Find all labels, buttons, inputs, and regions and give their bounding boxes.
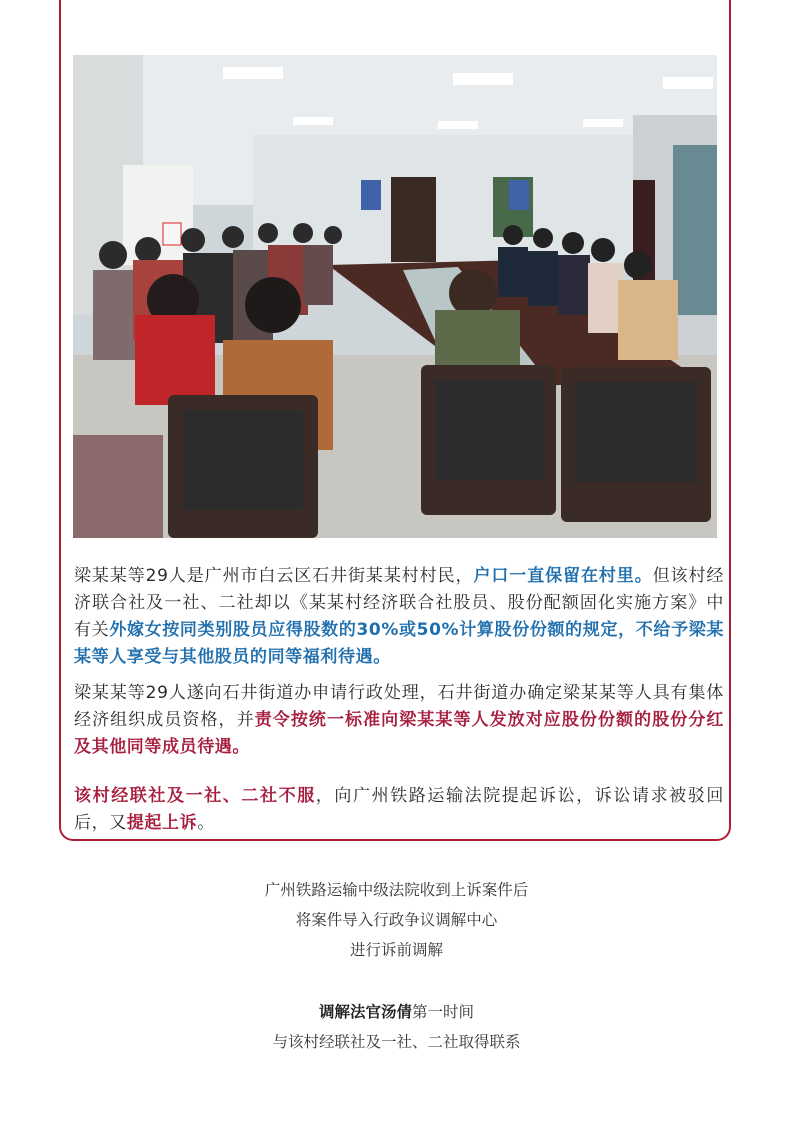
paragraph1-text-1: 梁某某等29人是广州市白云区石井街某某村村民， <box>74 566 474 586</box>
paragraph3-text-1: ，向广州铁路运输法院提起诉讼，诉讼请求被驳回后，又 <box>74 786 724 833</box>
paragraph-administrative-handling <box>74 680 724 761</box>
paragraph2-text-1: 梁某某等29人遂向石井街道办申请行政处理，石井街道办确定梁某某等人具有集体经济组织成员资格，并 <box>74 683 724 730</box>
paragraph1-text-2: 但该村经济联合社及一社、二社却以《某某村经济联合社股员、股份配额固化实施方案》中有关 <box>74 566 724 640</box>
center-line-2: 将案件导入行政争议调解中心 <box>295 911 498 929</box>
center-line-4-rest: 第一时间 <box>412 1003 475 1021</box>
paragraph3-highlight-1: 该村经联社及一社、二社不服 <box>74 786 316 806</box>
photo-illustration <box>73 55 717 538</box>
paragraph1-highlight-2: 外嫁女按同类别股员应得股数的30%或50%计算股份份额的规定，不给予梁某某等人享受与其他股员的同等福利待遇。 <box>74 620 724 667</box>
center-line-3: 进行诉前调解 <box>349 941 443 959</box>
paragraph1-highlight-1: 户口一直保留在村里。 <box>473 566 653 586</box>
paragraph2-highlight-1: 责令按统一标准向梁某某等人发放对应股份份额的股份分红及其他同等成员待遇。 <box>74 710 724 757</box>
paragraph-appeal <box>74 783 724 837</box>
center-line-1: 广州铁路运输中级法院收到上诉案件后 <box>264 881 529 899</box>
mediator-judge-name: 调解法官汤倩 <box>318 1003 412 1021</box>
center-line-4 <box>0 1000 793 1022</box>
meeting-room-photo <box>73 55 717 538</box>
paragraph-background <box>74 563 724 671</box>
paragraph3-text-2: 。 <box>197 813 215 833</box>
paragraph3-highlight-2: 提起上诉 <box>126 813 198 833</box>
center-line-5: 与该村经联社及一社、二社取得联系 <box>272 1033 521 1051</box>
